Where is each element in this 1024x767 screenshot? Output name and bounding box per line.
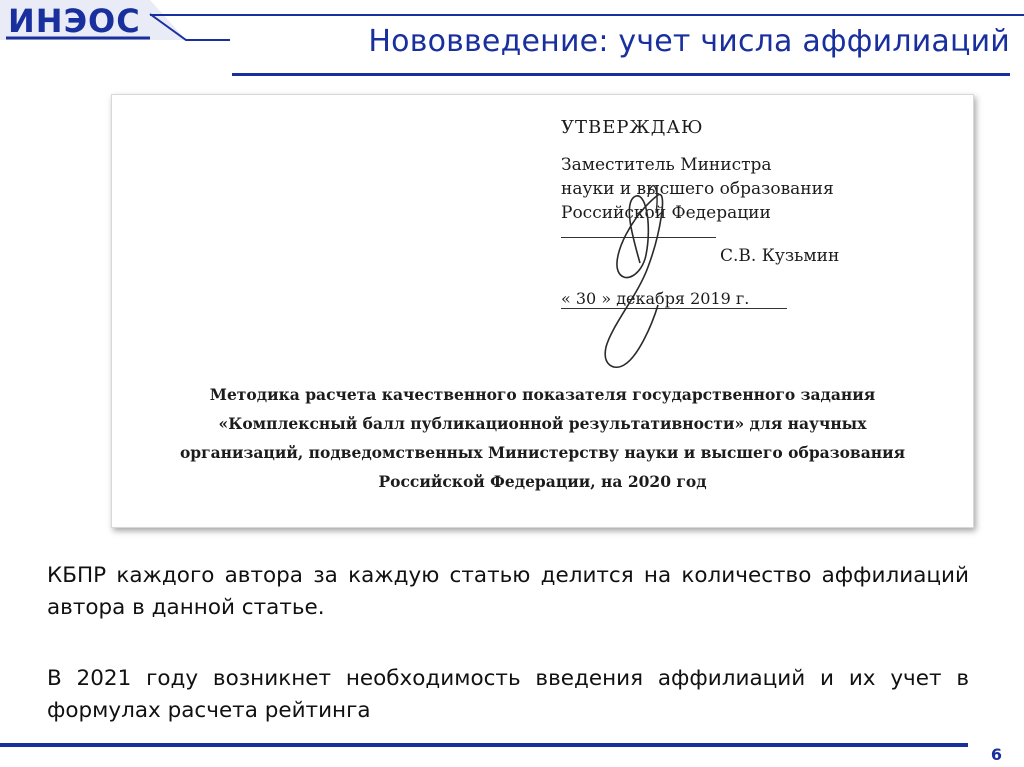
document-scan	[111, 94, 974, 528]
document-title-line: «Комплексный балл публикационной результативности» для научных	[218, 414, 867, 433]
body-paragraph-1: КБПР каждого автора за каждую статью делится на количество аффилиаций автора в данной статье.	[47, 563, 969, 620]
body-paragraph-2: В 2021 году возникнет необходимость введения аффилиаций и их учет в формулах расчета рейтинга	[47, 666, 969, 723]
position-line: науки и высшего образования	[561, 179, 834, 199]
page-title: Нововведение: учет числа аффилиаций	[368, 24, 1010, 59]
footer-rule	[0, 743, 968, 747]
position-line: Заместитель Министра	[561, 155, 772, 175]
document-title-line: Российской Федерации, на 2020 год	[378, 472, 707, 491]
position-line: Российской Федерации	[561, 203, 771, 223]
svg-text:ИНЭОС: ИНЭОС	[8, 2, 141, 40]
inaos-logo	[0, 0, 230, 52]
handwritten-signature	[112, 95, 973, 527]
signatory-name: С.В. Кузьмин	[720, 246, 840, 266]
date-underline	[561, 308, 787, 309]
page-number: 6	[990, 745, 1002, 764]
title-underline	[232, 73, 1010, 76]
approval-date: « 30 » декабря 2019 г.	[561, 289, 750, 308]
header-top-rule	[150, 14, 1024, 16]
approval-heading: УТВЕРЖДАЮ	[561, 117, 704, 138]
signature-line	[561, 237, 716, 238]
document-title-line: организаций, подведомственных Министерству науки и высшего образования	[179, 443, 906, 462]
document-title-line: Методика расчета качественного показателя государственного задания	[209, 385, 876, 404]
